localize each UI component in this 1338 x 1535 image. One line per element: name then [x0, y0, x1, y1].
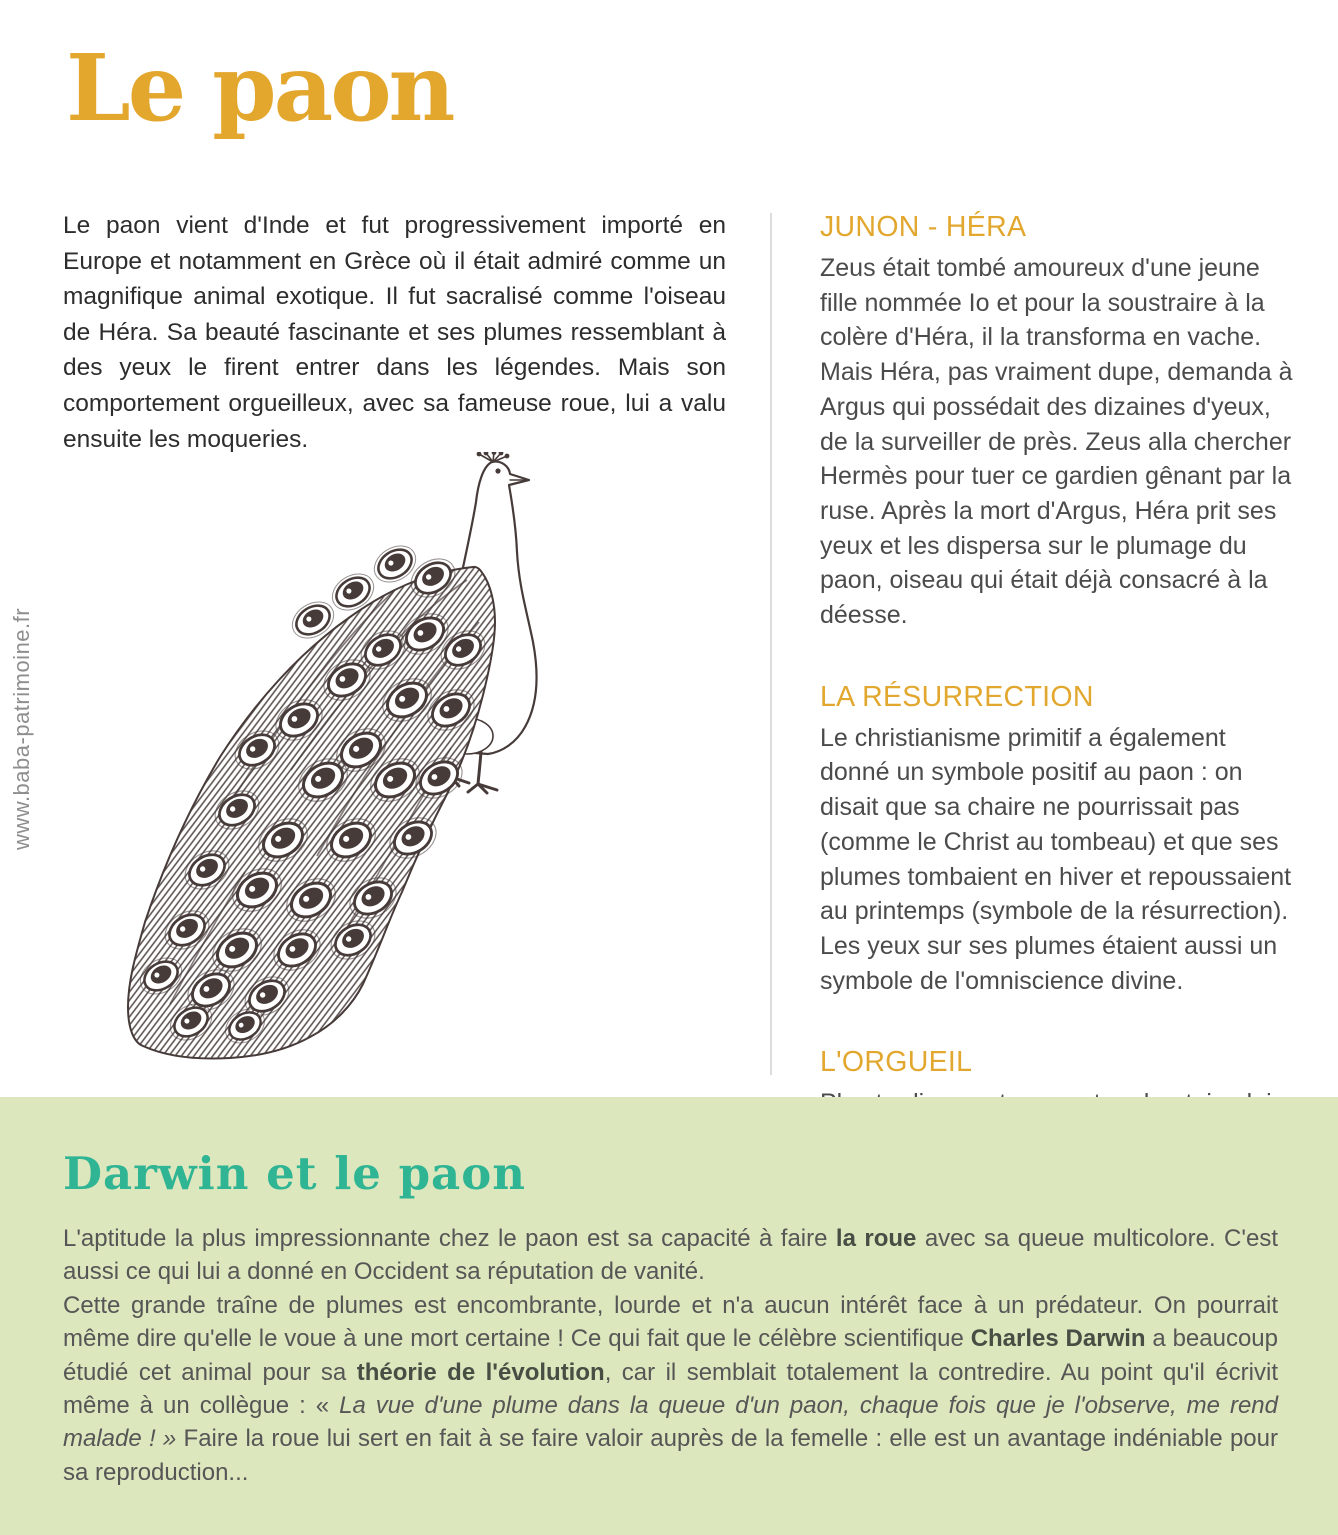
section-heading: L'ORGUEIL: [820, 1046, 973, 1079]
page-title: Le paon: [66, 34, 453, 142]
section-resurrection: [820, 681, 1296, 999]
section-body: Zeus était tombé amoureux d'une jeune fille nommée Io et pour la soustraire à la colère d'Héra, il la transforma en vache. Mais Héra, pas vraiment dupe, demanda à Argus qui possédait des dizaines d'yeux, de la surveiller de près. Zeus alla chercher Hermès pour tuer ce gardien gênant par la ruse. Après la mort d'Argus, Héra prit ses yeux et les dispersa sur le plumage du paon, oiseau qui était déjà consacré à la déesse.: [820, 254, 1293, 630]
darwin-body: L'aptitude la plus impressionnante chez le paon est sa capacité à faire la roue avec sa queue multicolore. C'est aussi ce qui lui a donné en Occident sa réputation de vanité. Cette grande traîne de plumes est encombrante, lourde et n'a aucun intérêt face à un prédateur. On pourrait même dire qu'elle le voue à une mort certaine ! Ce qui fait que le célèbre scientifique Charles Darwin a beaucoup étudié cet animal pour sa théorie de l'évolution, car il semblait totalement la contredire. Au point qu'il écrivit même à un collègue : « La vue d'une plume dans la queue d'un paon, chaque fois que je l'observe, me rend malade ! » Faire la roue lui sert en fait à se faire valoir auprès de la femelle : elle est un avantage indéniable pour sa reproduction...: [63, 1225, 1279, 1486]
section-body: Le christianisme primitif a également donné un symbole positif au paon : on disait que sa chaire ne pourrissait pas (comme le Christ au tombeau) et que ses plumes tombaient en hiver et repoussaient au printemps (symbole de la résurrection). Les yeux sur ses plumes étaient aussi un symbole de l'omniscience divine.: [820, 723, 1292, 995]
website-url-vertical: www.baba-patrimoine.fr: [9, 607, 34, 850]
section-heading: LA RÉSURRECTION: [820, 680, 1094, 713]
peacock-illustration: [95, 452, 743, 1084]
darwin-section: [0, 1097, 1338, 1535]
section-junon-hera: [820, 211, 1296, 633]
legend-sections: [820, 211, 1296, 1238]
intro-paragraph: Le paon vient d'Inde et fut progressivement importé en Europe et notamment en Grèce où il était admiré comme un magnifique animal exotique. Il fut sacralisé comme l'oiseau de Héra. Sa beauté fascinante et ses plumes ressemblant à des yeux le firent entrer dans les légendes. Mais son comportement orgueilleux, avec sa fameuse roue, lui a valu ensuite les moqueries.: [63, 212, 726, 453]
peacock-tail: [128, 539, 495, 1059]
section-heading: JUNON - HÉRA: [820, 211, 1027, 243]
column-divider: [770, 213, 772, 1075]
darwin-heading: Darwin et le paon: [63, 1147, 526, 1200]
